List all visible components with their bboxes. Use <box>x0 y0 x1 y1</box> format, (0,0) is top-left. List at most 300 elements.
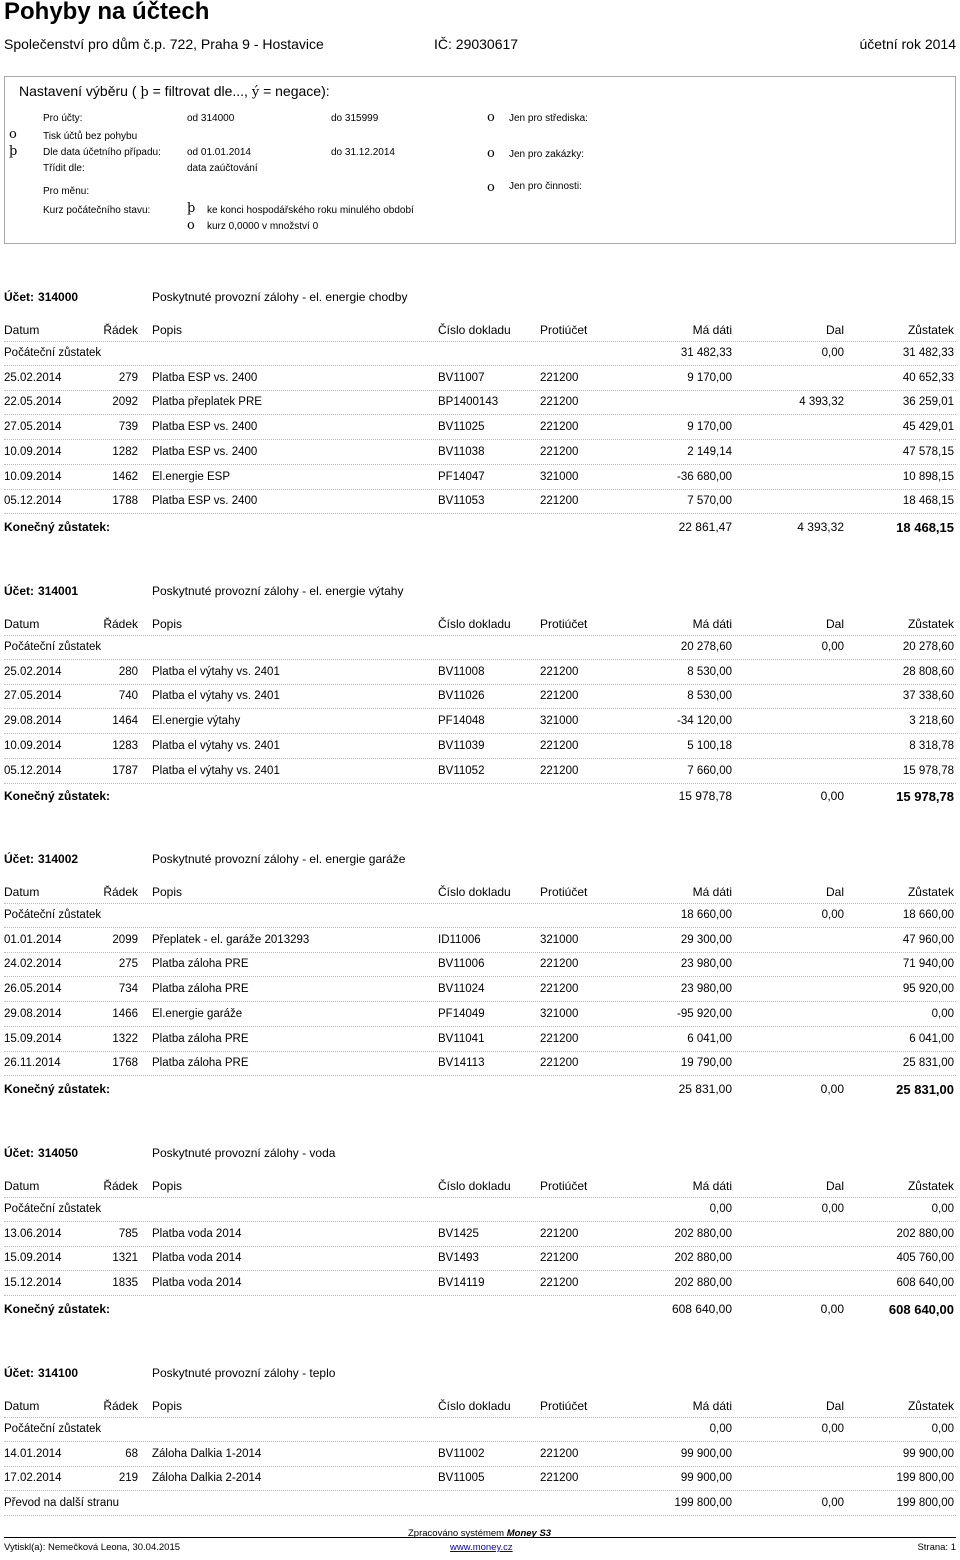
cell-popis: Platba voda 2014 <box>152 1252 242 1265</box>
column-header-doklad: Číslo dokladu <box>438 323 511 337</box>
cell-doklad: BV14119 <box>438 1277 485 1290</box>
company-ico: IČ: 29030617 <box>434 36 519 52</box>
cell-zust: 45 429,01 <box>902 421 954 434</box>
account-number: 314050 <box>38 1146 79 1160</box>
cell-doklad: BV11002 <box>438 1447 485 1460</box>
settings-heading-mid: = filtrovat dle..., <box>152 83 248 99</box>
column-header-dal: Dal <box>825 885 844 899</box>
final-label: Konečný zůstatek: <box>4 519 111 534</box>
cell-doklad: BV11053 <box>438 495 485 508</box>
cell-radek: 1322 <box>112 1032 138 1045</box>
cell-radek: 2092 <box>112 396 138 409</box>
column-header-madati: Má dáti <box>692 885 732 899</box>
cell-doklad: PF14049 <box>438 1007 485 1020</box>
transaction-row <box>4 978 956 1002</box>
cell-madati: 99 900,00 <box>680 1447 732 1460</box>
cell-madati: 9 170,00 <box>687 421 732 434</box>
sort-value: data zaúčtování <box>187 163 258 174</box>
cell-madati: 7 570,00 <box>687 495 732 508</box>
transaction-row <box>4 929 956 953</box>
date-to: do 31.12.2014 <box>331 147 395 158</box>
opening-label: Počáteční zůstatek <box>4 641 102 653</box>
cell-popis: Platba přeplatek PRE <box>152 396 262 409</box>
cell-zust: 15 978,78 <box>902 764 954 777</box>
cell-proti: 221200 <box>540 983 579 996</box>
cell-datum: 13.06.2014 <box>4 1227 62 1240</box>
cell-madati: 202 880,00 <box>674 1277 732 1290</box>
account-heading <box>4 290 78 304</box>
cell-doklad: BV14113 <box>438 1057 485 1070</box>
cell-popis: Záloha Dalkia 2-2014 <box>152 1472 262 1485</box>
final-balance-row <box>4 515 956 539</box>
cell-zust: 47 960,00 <box>902 933 954 946</box>
column-header-popis: Popis <box>152 1399 183 1413</box>
activities-checkbox-icon: o <box>487 180 495 195</box>
settings-heading-start: Nastavení výběru ( <box>19 83 137 99</box>
transaction-row <box>4 490 956 514</box>
cell-zust: 40 652,33 <box>902 371 954 384</box>
cell-doklad: BV11039 <box>438 739 485 752</box>
opening-balance-row <box>4 342 956 366</box>
cell-popis: Platba el výtahy vs. 2401 <box>152 690 280 703</box>
money-link[interactable]: www.money.cz <box>450 1542 513 1553</box>
settings-heading <box>19 83 330 100</box>
cell-popis: Platba záloha PRE <box>152 1032 249 1045</box>
transaction-row <box>4 391 956 415</box>
cell-doklad: BV11041 <box>438 1032 485 1045</box>
account-label: Účet: <box>4 290 35 304</box>
cell-proti: 221200 <box>540 690 579 703</box>
accounts-to: do 315999 <box>331 113 379 124</box>
processed-label: Zpracováno systémem <box>408 1528 505 1539</box>
column-header-popis: Popis <box>152 323 183 337</box>
account-label: Účet: <box>4 852 35 866</box>
account-label: Účet: <box>4 584 35 598</box>
transaction-row <box>4 1003 956 1027</box>
cell-proti: 221200 <box>540 1472 579 1485</box>
company-name: Společenství pro dům č.p. 722, Praha 9 - Hostavice <box>4 36 324 52</box>
opening-zustatek: 20 278,60 <box>902 641 954 653</box>
final-dal: 0,00 <box>820 789 844 804</box>
cell-radek: 1282 <box>112 445 138 458</box>
filter-check-icon: þ <box>140 85 149 100</box>
cell-popis: Záloha Dalkia 1-2014 <box>152 1447 262 1460</box>
final-label: Konečný zůstatek: <box>4 1301 111 1316</box>
cell-radek: 1788 <box>112 495 138 508</box>
cell-zust: 199 800,00 <box>896 1472 954 1485</box>
cell-zust: 3 218,60 <box>909 715 954 728</box>
transaction-row <box>4 685 956 709</box>
account-number: 314000 <box>38 290 79 304</box>
opening-balance-row <box>4 904 956 928</box>
cell-datum: 05.12.2014 <box>4 495 62 508</box>
cell-madati: 23 980,00 <box>680 958 732 971</box>
column-header-row <box>4 612 956 636</box>
opening-dal: 0,00 <box>821 1423 844 1435</box>
account-heading <box>4 584 78 598</box>
accounts-label: Pro účty: <box>43 113 83 124</box>
column-header-datum: Datum <box>4 1179 40 1193</box>
cell-radek: 1462 <box>112 470 138 483</box>
column-header-row <box>4 1174 956 1198</box>
cell-popis: Platba záloha PRE <box>152 1057 249 1070</box>
account-name: Poskytnuté provozní zálohy - voda <box>152 1146 336 1160</box>
cell-madati: 202 880,00 <box>674 1227 732 1240</box>
cell-radek: 279 <box>118 371 138 384</box>
cell-proti: 221200 <box>540 495 579 508</box>
cell-radek: 68 <box>125 1447 138 1460</box>
cell-doklad: BV11038 <box>438 445 485 458</box>
cell-datum: 15.12.2014 <box>4 1277 62 1290</box>
cell-doklad: BP1400143 <box>438 396 499 409</box>
transaction-row <box>4 661 956 685</box>
transaction-row <box>4 1028 956 1052</box>
cell-datum: 17.02.2014 <box>4 1472 62 1485</box>
final-label: Konečný zůstatek: <box>4 1081 111 1096</box>
opening-balance-row <box>4 636 956 660</box>
cell-radek: 219 <box>118 1472 138 1485</box>
cell-proti: 221200 <box>540 445 579 458</box>
cell-zust: 202 880,00 <box>896 1227 954 1240</box>
page-title: Pohyby na účtech <box>4 0 210 25</box>
account-name: Poskytnuté provozní zálohy - el. energie chodby <box>152 290 408 304</box>
account-number: 314100 <box>38 1366 79 1380</box>
sort-label: Třídit dle: <box>43 163 85 174</box>
column-header-proti: Protiúčet <box>540 323 588 337</box>
opening-madati: 0,00 <box>709 1203 732 1215</box>
transaction-row <box>4 466 956 490</box>
cell-madati: 6 041,00 <box>687 1032 732 1045</box>
transaction-row <box>4 1223 956 1247</box>
cell-doklad: BV11024 <box>438 983 485 996</box>
transaction-row <box>4 760 956 784</box>
cell-proti: 221200 <box>540 739 579 752</box>
column-header-radek: Řádek <box>103 1399 138 1413</box>
cell-radek: 1835 <box>112 1277 138 1290</box>
cell-datum: 10.09.2014 <box>4 470 62 483</box>
cell-zust: 25 831,00 <box>902 1057 954 1070</box>
cell-doklad: BV11005 <box>438 1472 485 1485</box>
cell-zust: 95 920,00 <box>902 983 954 996</box>
cell-radek: 1466 <box>112 1007 138 1020</box>
account-heading <box>4 1146 78 1160</box>
cell-zust: 37 338,60 <box>902 690 954 703</box>
column-header-zust: Zůstatek <box>907 1179 954 1193</box>
opening-label: Počáteční zůstatek <box>4 347 102 359</box>
column-header-proti: Protiúčet <box>540 885 588 899</box>
cell-popis: El.energie garáže <box>152 1007 243 1020</box>
cell-proti: 221200 <box>540 958 579 971</box>
column-header-row <box>4 1394 956 1418</box>
cell-madati: 99 900,00 <box>680 1472 732 1485</box>
account-name: Poskytnuté provozní zálohy - teplo <box>152 1366 336 1380</box>
opening-dal: 0,00 <box>821 347 844 359</box>
orders-label: Jen pro zakázky: <box>509 149 585 160</box>
opening-madati: 20 278,60 <box>680 641 732 653</box>
carry-forward-row <box>4 1492 956 1516</box>
cell-proti: 221200 <box>540 1057 579 1070</box>
column-header-row <box>4 880 956 904</box>
account-label: Účet: <box>4 1146 35 1160</box>
fiscal-year: účetní rok 2014 <box>859 36 956 52</box>
opening-dal: 0,00 <box>821 1203 844 1215</box>
cell-radek: 280 <box>118 665 138 678</box>
final-dal: 0,00 <box>820 1081 844 1096</box>
transaction-row <box>4 416 956 440</box>
transaction-row <box>4 1247 956 1271</box>
column-header-dal: Dal <box>825 323 844 337</box>
cell-zust: 99 900,00 <box>902 1447 954 1460</box>
carry-zustatek: 199 800,00 <box>896 1497 954 1510</box>
transaction-row <box>4 1052 956 1076</box>
transaction-row <box>4 1272 956 1296</box>
cell-doklad: BV11008 <box>438 665 485 678</box>
cell-popis: Přeplatek - el. garáže 2013293 <box>152 933 310 946</box>
column-header-zust: Zůstatek <box>907 885 954 899</box>
cell-popis: Platba voda 2014 <box>152 1227 242 1240</box>
transaction-row <box>4 441 956 465</box>
cell-madati: 19 790,00 <box>680 1057 732 1070</box>
opening-dal: 0,00 <box>821 909 844 921</box>
cell-popis: El.energie výtahy <box>152 715 241 728</box>
cell-popis: El.energie ESP <box>152 470 230 483</box>
cell-proti: 321000 <box>540 1007 579 1020</box>
opening-label: Počáteční zůstatek <box>4 909 102 921</box>
final-balance-row <box>4 784 956 808</box>
cell-proti: 321000 <box>540 470 579 483</box>
cell-doklad: BV11007 <box>438 371 485 384</box>
final-dal: 0,00 <box>820 1301 844 1316</box>
opening-zustatek: 31 482,33 <box>902 347 954 359</box>
by-date-label: Dle data účetního případu: <box>43 147 161 158</box>
cell-proti: 221200 <box>540 1447 579 1460</box>
cell-madati: 8 530,00 <box>687 690 732 703</box>
column-header-radek: Řádek <box>103 1179 138 1193</box>
system-name: Money S3 <box>506 1528 552 1539</box>
cell-doklad: BV11052 <box>438 764 485 777</box>
cell-proti: 221200 <box>540 396 579 409</box>
cell-doklad: PF14047 <box>438 470 485 483</box>
print-empty-label: Tisk účtů bez pohybu <box>43 131 138 142</box>
column-header-radek: Řádek <box>103 885 138 899</box>
account-name: Poskytnuté provozní zálohy - el. energie garáže <box>152 852 406 866</box>
cell-radek: 1787 <box>112 764 138 777</box>
cell-madati: 29 300,00 <box>680 933 732 946</box>
cell-madati: 8 530,00 <box>687 665 732 678</box>
cell-datum: 10.09.2014 <box>4 445 62 458</box>
negation-icon: ý <box>251 85 260 100</box>
cell-popis: Platba voda 2014 <box>152 1277 242 1290</box>
cell-datum: 22.05.2014 <box>4 396 62 409</box>
cell-zust: 18 468,15 <box>902 495 954 508</box>
cell-dal: 4 393,32 <box>799 396 844 409</box>
cell-zust: 8 318,78 <box>909 739 954 752</box>
cell-popis: Platba ESP vs. 2400 <box>152 421 258 434</box>
cell-zust: 10 898,15 <box>902 470 954 483</box>
page-number: Strana: 1 <box>917 1542 956 1553</box>
processed-by-label <box>408 1528 551 1539</box>
orders-checkbox-icon: o <box>487 146 495 161</box>
transaction-row <box>4 367 956 391</box>
account-number: 314001 <box>38 584 79 598</box>
column-header-dal: Dal <box>825 617 844 631</box>
cell-proti: 221200 <box>540 1277 579 1290</box>
cell-popis: Platba ESP vs. 2400 <box>152 445 258 458</box>
cell-datum: 25.02.2014 <box>4 371 62 384</box>
final-label: Konečný zůstatek: <box>4 789 111 804</box>
carry-dal: 0,00 <box>821 1497 844 1510</box>
cell-radek: 739 <box>118 421 138 434</box>
final-balance-row <box>4 1297 956 1321</box>
cell-radek: 1283 <box>112 739 138 752</box>
cell-madati: 5 100,18 <box>687 739 732 752</box>
cell-datum: 26.05.2014 <box>4 983 62 996</box>
final-madati: 608 640,00 <box>671 1301 732 1316</box>
transaction-row <box>4 735 956 759</box>
final-dal: 4 393,32 <box>797 519 844 534</box>
column-header-dal: Dal <box>825 1179 844 1193</box>
activities-label: Jen pro činnosti: <box>509 181 582 192</box>
account-name: Poskytnuté provozní zálohy - el. energie výtahy <box>152 584 404 598</box>
cell-madati: -95 920,00 <box>677 1007 732 1020</box>
final-zustatek: 25 831,00 <box>896 1081 954 1097</box>
rate-opt1: ke konci hospodářského roku minulého období <box>207 205 414 216</box>
final-madati: 22 861,47 <box>678 519 732 534</box>
cell-datum: 10.09.2014 <box>4 739 62 752</box>
cell-doklad: BV1425 <box>438 1227 479 1240</box>
carry-label: Převod na další stranu <box>4 1497 120 1510</box>
cell-zust: 0,00 <box>931 1007 954 1020</box>
column-header-proti: Protiúčet <box>540 617 588 631</box>
cell-zust: 28 808,60 <box>902 665 954 678</box>
opening-zustatek: 0,00 <box>931 1203 954 1215</box>
column-header-popis: Popis <box>152 1179 183 1193</box>
cell-radek: 734 <box>118 983 138 996</box>
column-header-radek: Řádek <box>103 617 138 631</box>
cell-doklad: BV11025 <box>438 421 485 434</box>
final-zustatek: 608 640,00 <box>888 1301 954 1317</box>
rate-opt2: kurz 0,0000 v množství 0 <box>207 221 319 232</box>
cell-datum: 29.08.2014 <box>4 1007 62 1020</box>
cell-doklad: BV11006 <box>438 958 485 971</box>
settings-heading-end: = negace): <box>263 83 330 99</box>
cell-zust: 608 640,00 <box>896 1277 954 1290</box>
account-heading <box>4 1366 78 1380</box>
column-header-dal: Dal <box>825 1399 844 1413</box>
cell-datum: 27.05.2014 <box>4 421 62 434</box>
cell-datum: 14.01.2014 <box>4 1447 62 1460</box>
column-header-popis: Popis <box>152 617 183 631</box>
column-header-madati: Má dáti <box>692 1399 732 1413</box>
opening-dal: 0,00 <box>821 641 844 653</box>
final-madati: 15 978,78 <box>678 789 732 804</box>
printed-by: Vytiskl(a): Nemečková Leona, 30.04.2015 <box>4 1542 181 1553</box>
cell-proti: 221200 <box>540 1227 579 1240</box>
cell-datum: 15.09.2014 <box>4 1032 62 1045</box>
column-header-datum: Datum <box>4 617 40 631</box>
account-number: 314002 <box>38 852 79 866</box>
cell-popis: Platba záloha PRE <box>152 958 249 971</box>
date-from: od 01.01.2014 <box>187 147 251 158</box>
cell-doklad: PF14048 <box>438 715 485 728</box>
column-header-proti: Protiúčet <box>540 1399 588 1413</box>
cell-datum: 05.12.2014 <box>4 764 62 777</box>
cell-datum: 01.01.2014 <box>4 933 62 946</box>
cell-proti: 221200 <box>540 371 579 384</box>
by-date-checkbox-icon: þ <box>9 144 18 159</box>
cell-zust: 71 940,00 <box>902 958 954 971</box>
cell-proti: 221200 <box>540 764 579 777</box>
carry-madati: 199 800,00 <box>674 1497 732 1510</box>
cell-popis: Platba el výtahy vs. 2401 <box>152 764 280 777</box>
cell-madati: 202 880,00 <box>674 1252 732 1265</box>
cell-zust: 36 259,01 <box>902 396 954 409</box>
cell-zust: 47 578,15 <box>902 445 954 458</box>
cell-datum: 15.09.2014 <box>4 1252 62 1265</box>
column-header-zust: Zůstatek <box>907 617 954 631</box>
column-header-radek: Řádek <box>103 323 138 337</box>
cell-radek: 1321 <box>112 1252 138 1265</box>
cell-datum: 24.02.2014 <box>4 958 62 971</box>
cell-madati: -36 680,00 <box>677 470 732 483</box>
cell-zust: 405 760,00 <box>896 1252 954 1265</box>
column-header-datum: Datum <box>4 323 40 337</box>
cell-radek: 785 <box>118 1227 138 1240</box>
cell-datum: 25.02.2014 <box>4 665 62 678</box>
cell-proti: 221200 <box>540 1252 579 1265</box>
column-header-datum: Datum <box>4 885 40 899</box>
rate-label: Kurz počátečního stavu: <box>43 205 151 216</box>
centres-label: Jen pro střediska: <box>509 113 588 124</box>
cell-proti: 221200 <box>540 421 579 434</box>
cell-doklad: BV1493 <box>438 1252 479 1265</box>
account-label: Účet: <box>4 1366 35 1380</box>
cell-popis: Platba el výtahy vs. 2401 <box>152 665 280 678</box>
opening-label: Počáteční zůstatek <box>4 1423 102 1435</box>
transaction-row <box>4 953 956 977</box>
cell-radek: 740 <box>118 690 138 703</box>
cell-popis: Platba záloha PRE <box>152 983 249 996</box>
column-header-datum: Datum <box>4 1399 40 1413</box>
opening-madati: 18 660,00 <box>680 909 732 921</box>
cell-radek: 1464 <box>112 715 138 728</box>
account-heading <box>4 852 78 866</box>
cell-popis: Platba ESP vs. 2400 <box>152 495 258 508</box>
opening-zustatek: 18 660,00 <box>902 909 954 921</box>
cell-madati: 23 980,00 <box>680 983 732 996</box>
cell-radek: 275 <box>118 958 138 971</box>
cell-doklad: ID11006 <box>438 933 481 946</box>
cell-doklad: BV11026 <box>438 690 485 703</box>
final-balance-row <box>4 1077 956 1101</box>
cell-popis: Platba ESP vs. 2400 <box>152 371 258 384</box>
cell-zust: 6 041,00 <box>909 1032 954 1045</box>
column-header-popis: Popis <box>152 885 183 899</box>
cell-radek: 1768 <box>112 1057 138 1070</box>
column-header-doklad: Číslo dokladu <box>438 1399 511 1413</box>
cell-datum: 29.08.2014 <box>4 715 62 728</box>
final-zustatek: 18 468,15 <box>896 519 954 535</box>
cell-madati: 2 149,14 <box>687 445 732 458</box>
column-header-zust: Zůstatek <box>907 1399 954 1413</box>
cell-madati: -34 120,00 <box>677 715 732 728</box>
opening-zustatek: 0,00 <box>931 1423 954 1435</box>
final-madati: 25 831,00 <box>678 1081 732 1096</box>
cell-popis: Platba el výtahy vs. 2401 <box>152 739 280 752</box>
transaction-row <box>4 710 956 734</box>
opening-balance-row <box>4 1198 956 1222</box>
column-header-madati: Má dáti <box>692 617 732 631</box>
